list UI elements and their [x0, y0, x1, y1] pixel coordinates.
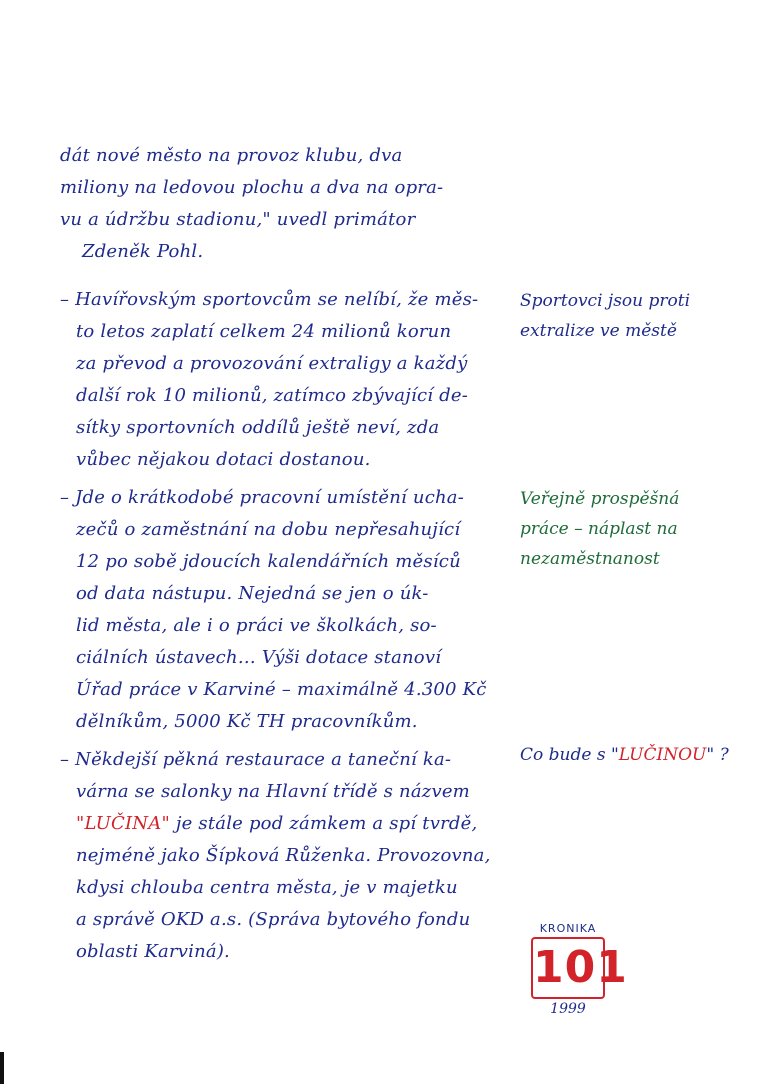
- paragraph-sportsmen: [60, 284, 510, 476]
- note-line: Sportovci jsou proti: [520, 291, 691, 311]
- text-line: – Havířovským sportovcům se nelíbí, že měs-: [60, 289, 479, 310]
- text-line: oblasti Karviná).: [76, 941, 230, 962]
- margin-note-lucina: [520, 740, 750, 770]
- text-line: vu a údržbu stadionu," uvedl primátor: [60, 209, 416, 230]
- text-line: od data nástupu. Nejedná se jen o úk-: [76, 583, 429, 604]
- stamp-label: KRONIKA: [539, 922, 597, 935]
- text-line: kdysi chlouba centra města, je v majetku: [76, 877, 458, 898]
- text-line: [60, 808, 510, 840]
- stamp-box: [531, 937, 628, 999]
- edge-mark: [0, 1052, 4, 1084]
- text-line: 12 po sobě jdoucích kalendářních měsíců: [76, 551, 461, 572]
- text-line: sítky sportovních oddílů ještě neví, zda: [76, 417, 440, 438]
- chronicle-stamp: [528, 922, 628, 1017]
- text-line: – Někdejší pěkná restaurace a taneční ka-: [60, 749, 452, 770]
- lucina-line-text: "LUČINA" je stále pod zámkem a spí tvrdě,: [76, 813, 478, 834]
- paragraph-public-work: [60, 482, 510, 738]
- paragraph-stadium: [60, 140, 510, 268]
- text-line: ciálních ústavech… Výši dotace stanoví: [76, 647, 442, 668]
- text-line: Zdeněk Pohl.: [82, 241, 204, 262]
- text-line: – Jde o krátkodobé pracovní umístění ucha-: [60, 487, 464, 508]
- page-number: 101: [533, 942, 628, 993]
- note-highlight: LUČINOU: [618, 745, 707, 765]
- note-line: nezaměstnanost: [520, 549, 660, 569]
- note-line: práce – náplast na: [520, 519, 678, 539]
- margin-note-sportsmen: [520, 286, 750, 346]
- paragraph-lucina: [60, 744, 510, 968]
- text-line: vůbec nějakou dotaci dostanou.: [76, 449, 371, 470]
- text-line: várna se salonky na Hlavní třídě s názvem: [76, 781, 470, 802]
- text-line: za převod a provozování extraligy a každý: [76, 353, 468, 374]
- note-line: [520, 740, 750, 770]
- text-line: dát nové město na provoz klubu, dva: [60, 145, 403, 166]
- note-line: Veřejně prospěšná: [520, 489, 680, 509]
- lucina-name: "LUČINA": [76, 813, 170, 834]
- text-line: lid města, ale i o práci ve školkách, so-: [76, 615, 437, 636]
- text-line: nejméně jako Šípková Růženka. Provozovna,: [76, 845, 491, 866]
- text-line: miliony na ledovou plochu a dva na opra-: [60, 177, 444, 198]
- text-line: dělníkům, 5000 Kč TH pracovníkům.: [76, 711, 418, 732]
- margin-note-public-work: [520, 484, 750, 574]
- stamp-year: 1999: [550, 1001, 586, 1017]
- text-line: Úřad práce v Karviné – maximálně 4.300 Kč: [76, 679, 487, 700]
- note-prefix: Co bude s ": [520, 745, 619, 765]
- text-line: zečů o zaměstnání na dobu nepřesahující: [76, 519, 461, 540]
- text-line: to letos zaplatí celkem 24 milionů korun: [76, 321, 452, 342]
- text-line: a správě OKD a.s. (Správa bytového fondu: [76, 909, 471, 930]
- note-line: extralize ve městě: [520, 321, 677, 341]
- text-line: další rok 10 milionů, zatímco zbývající de-: [76, 385, 468, 406]
- note-suffix: " ?: [706, 745, 729, 765]
